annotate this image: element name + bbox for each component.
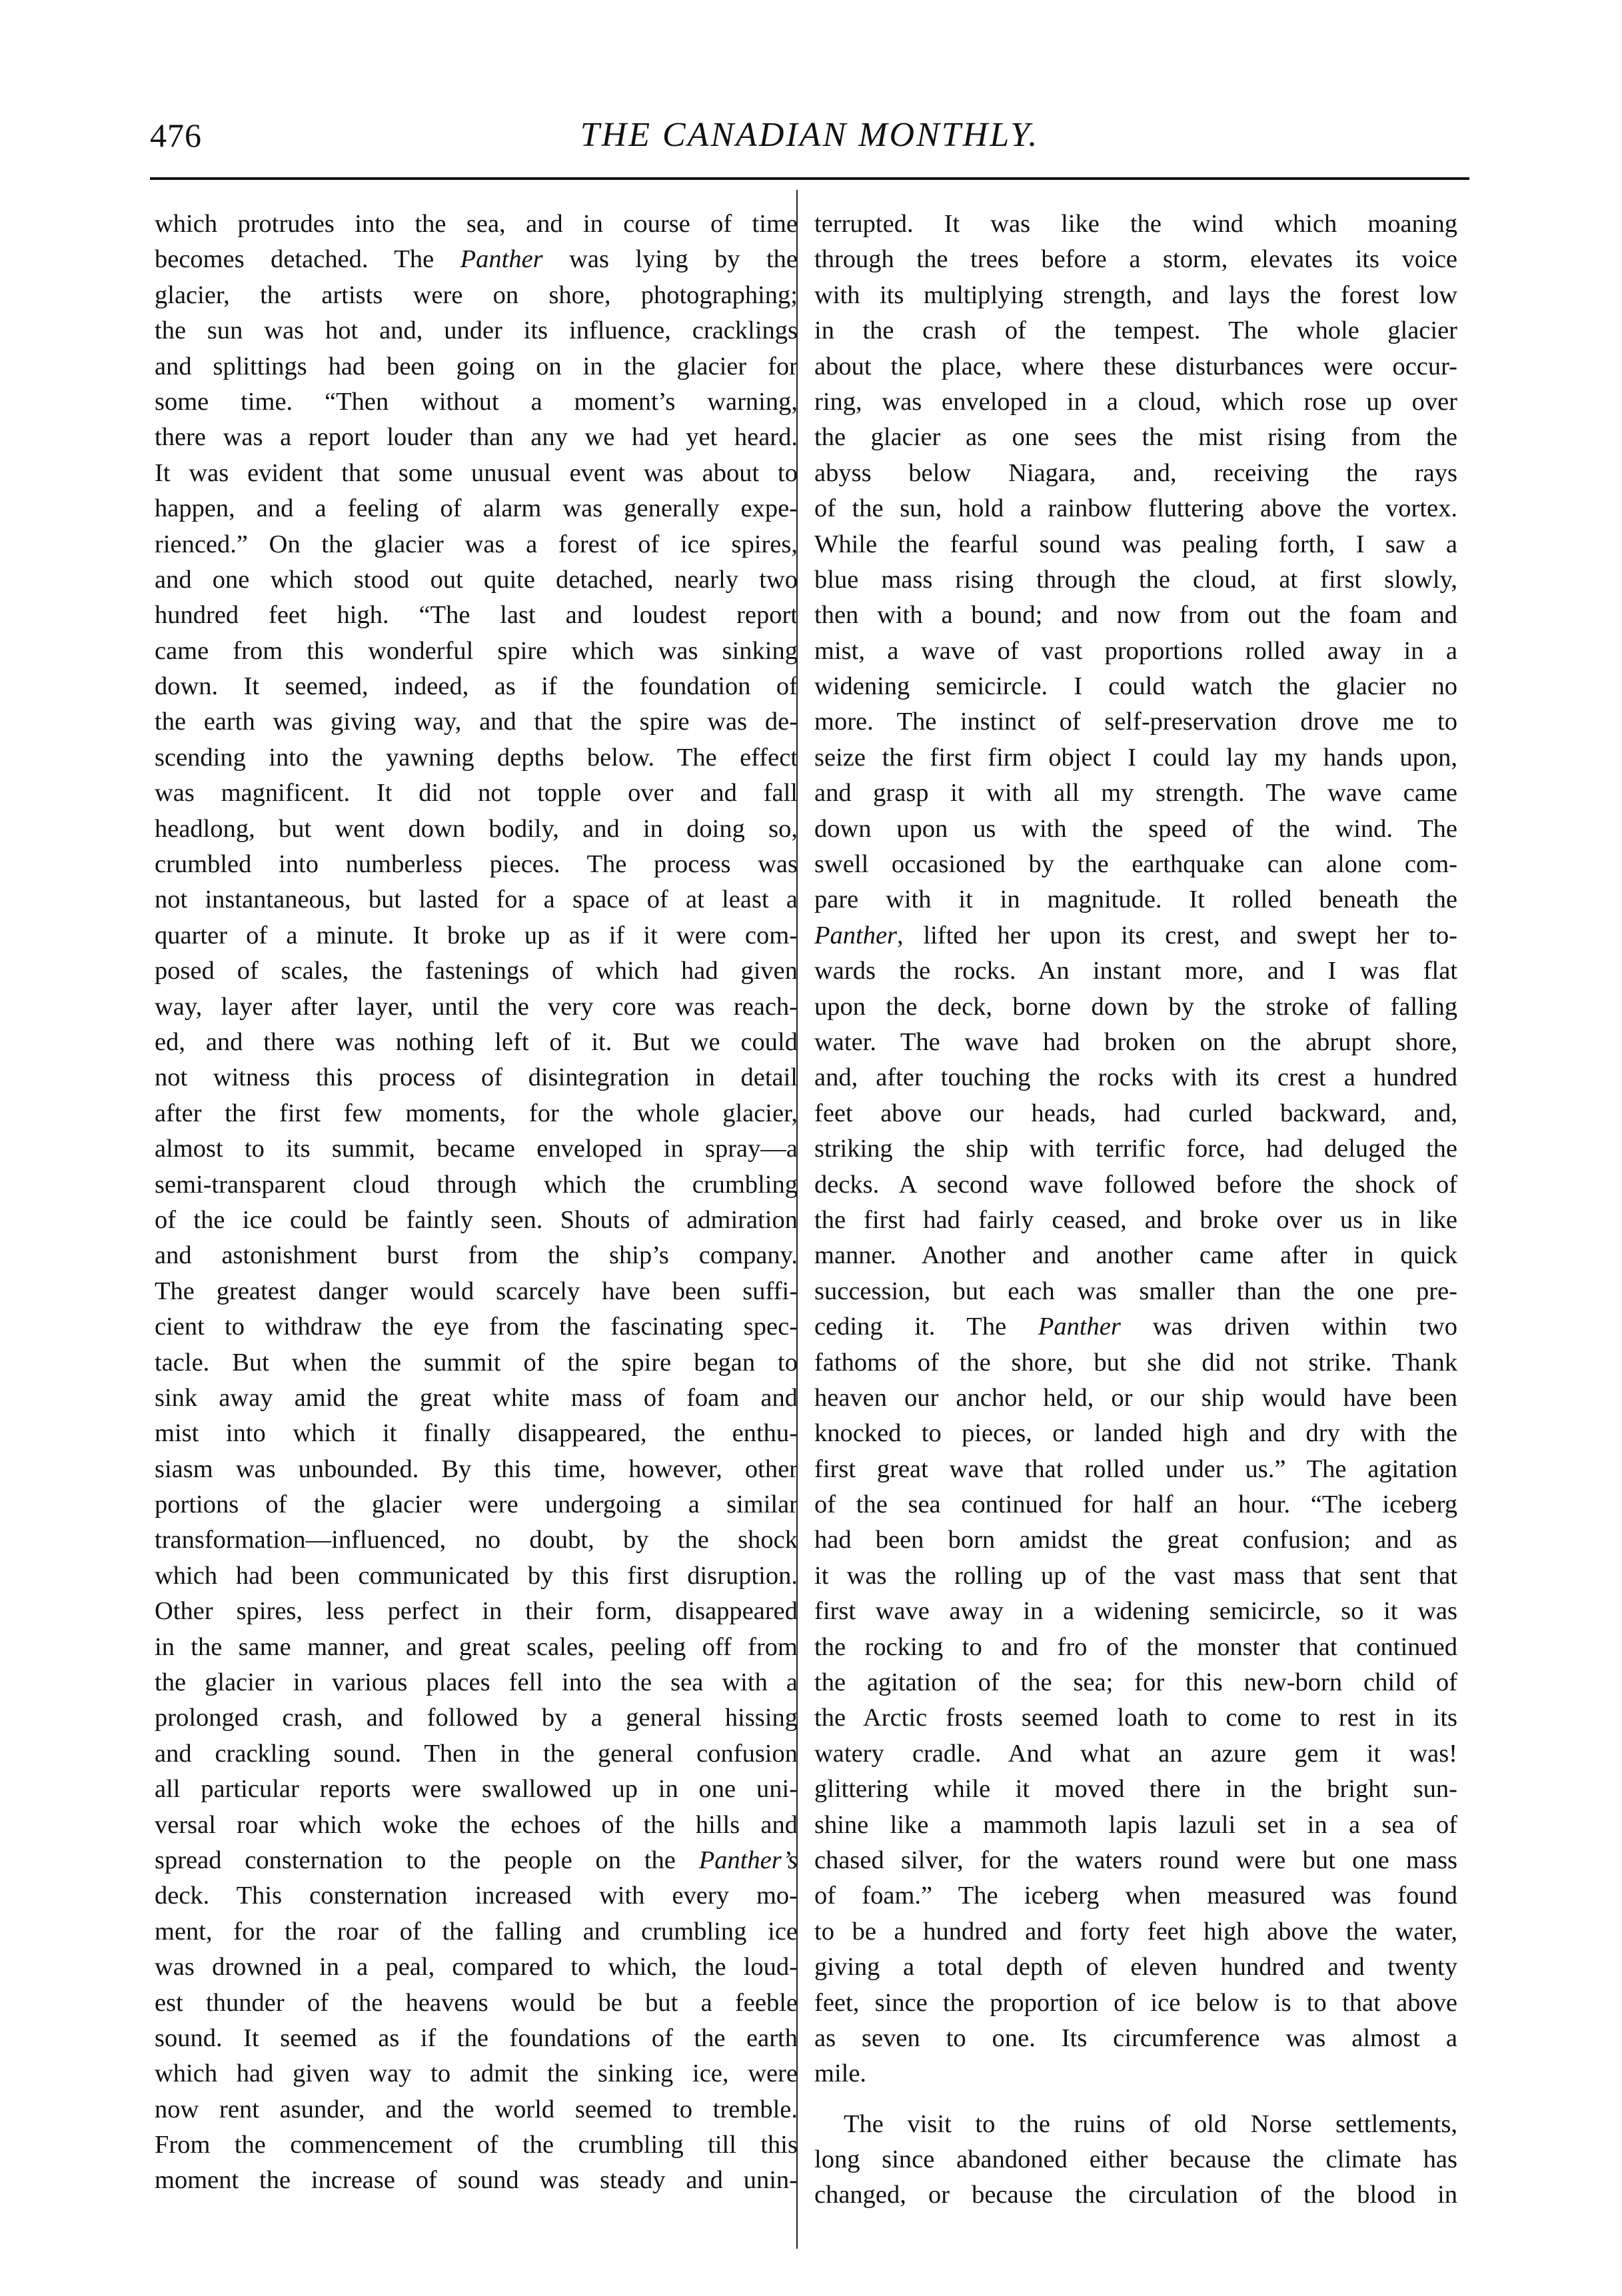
text-line: spread consternation to the people on the Panther’s bbox=[155, 1846, 798, 1874]
text-line: came from this wonderful spire which was sinking bbox=[155, 636, 798, 665]
text-line: manner. Another and another came after in quick bbox=[814, 1241, 1457, 1270]
text-line: the first had fairly ceased, and broke over us in like bbox=[814, 1205, 1457, 1234]
text-line: happen, and a feeling of alarm was generally expe- bbox=[155, 494, 798, 523]
text-line: mist into which it finally disappeared, the enthu- bbox=[155, 1419, 798, 1448]
text-line: ceding it. The Panther was driven within two bbox=[814, 1313, 1457, 1341]
left-column bbox=[155, 207, 798, 2199]
text-line: and crackling sound. Then in the general confusion bbox=[155, 1739, 798, 1768]
text-line: it was the rolling up of the vast mass that sent that bbox=[814, 1561, 1457, 1590]
text-line: deck. This consternation increased with every mo- bbox=[155, 1882, 798, 1910]
text-line: scending into the yawning depths below. The effect bbox=[155, 743, 798, 772]
text-line: rienced.” On the glacier was a forest of ice spires, bbox=[155, 530, 798, 558]
header-rule bbox=[150, 177, 1469, 180]
text-line: of the sun, hold a rainbow fluttering above the vortex. bbox=[814, 494, 1457, 523]
text-line: headlong, but went down bodily, and in doing so, bbox=[155, 814, 798, 843]
text-line: and, after touching the rocks with its crest a hundred bbox=[814, 1063, 1457, 1092]
text-line: the earth was giving way, and that the spire was de- bbox=[155, 708, 798, 736]
text-line: chased silver, for the waters round were but one mass bbox=[814, 1846, 1457, 1874]
text-line: hundred feet high. “The last and loudest report bbox=[155, 601, 798, 630]
text-line: upon the deck, borne down by the stroke of falling bbox=[814, 992, 1457, 1021]
text-line: way, layer after layer, until the very core was reach- bbox=[155, 992, 798, 1021]
text-line: then with a bound; and now from out the foam and bbox=[814, 601, 1457, 630]
text-line: and astonishment burst from the ship’s company. bbox=[155, 1241, 798, 1270]
running-title: THE CANADIAN MONTHLY. bbox=[580, 116, 1040, 154]
text-line: semi-transparent cloud through which the crumbling bbox=[155, 1170, 798, 1199]
text-line: sound. It seemed as if the foundations of the earth bbox=[155, 2023, 798, 2052]
text-line: versal roar which woke the echoes of the hills and bbox=[155, 1810, 798, 1839]
text-line: about the place, where these disturbances were occur- bbox=[814, 352, 1457, 380]
text-line: and grasp it with all my strength. The wave came bbox=[814, 779, 1457, 808]
text-line: the glacier in various places fell into the sea with a bbox=[155, 1668, 798, 1697]
text-line: While the fearful sound was pealing forth, I saw a bbox=[814, 530, 1457, 558]
text-line: the Arctic frosts seemed loath to come to rest in its bbox=[814, 1704, 1457, 1732]
text-line: feet, since the proportion of ice below is to that above bbox=[814, 1988, 1457, 2017]
paragraph-2 bbox=[814, 2107, 1457, 2213]
text-line: mist, a wave of vast proportions rolled away in a bbox=[814, 636, 1457, 665]
text-line: cient to withdraw the eye from the fascinating spec- bbox=[155, 1313, 798, 1341]
text-line: It was evident that some unusual event was about to bbox=[155, 458, 798, 487]
text-line: down upon us with the speed of the wind. The bbox=[814, 814, 1457, 843]
text-line: long since abandoned either because the climate has bbox=[814, 2145, 1457, 2174]
text-line: glacier, the artists were on shore, photographing; bbox=[155, 281, 798, 309]
paragraph-gap bbox=[814, 2092, 1457, 2107]
text-line: succession, but each was smaller than the one pre- bbox=[814, 1277, 1457, 1305]
text-line: ment, for the roar of the falling and crumbling ice bbox=[155, 1917, 798, 1946]
text-line: and one which stood out quite detached, nearly two bbox=[155, 565, 798, 594]
text-line: which protrudes into the sea, and in course of time bbox=[155, 210, 798, 238]
text-line: quarter of a minute. It broke up as if it were com- bbox=[155, 921, 798, 949]
text-line: had been born amidst the great confusion; and as bbox=[814, 1526, 1457, 1554]
text-line: with its multiplying strength, and lays the forest low bbox=[814, 281, 1457, 309]
text-line: sink away amid the great white mass of foam and bbox=[155, 1383, 798, 1412]
text-line: tacle. But when the summit of the spire began to bbox=[155, 1348, 798, 1377]
text-line: The greatest danger would scarcely have been suffi- bbox=[155, 1277, 798, 1305]
text-line: portions of the glacier were undergoing a similar bbox=[155, 1490, 798, 1519]
text-line: watery cradle. And what an azure gem it was! bbox=[814, 1739, 1457, 1768]
text-line: down. It seemed, indeed, as if the foundation of bbox=[155, 672, 798, 701]
text-line: Other spires, less perfect in their form, disappeared bbox=[155, 1597, 798, 1626]
paragraph-1 bbox=[814, 207, 1457, 2092]
text-line: decks. A second wave followed before the shock of bbox=[814, 1170, 1457, 1199]
text-line: prolonged crash, and followed by a general hissing bbox=[155, 1704, 798, 1732]
text-line: was magnificent. It did not topple over and fall bbox=[155, 779, 798, 808]
text-line: first wave away in a widening semicircle, so it was bbox=[814, 1597, 1457, 1626]
text-line: the rocking to and fro of the monster that continued bbox=[814, 1632, 1457, 1661]
text-line: feet above our heads, had curled backward, and, bbox=[814, 1099, 1457, 1127]
text-line: some time. “Then without a moment’s warning, bbox=[155, 387, 798, 416]
text-line: the agitation of the sea; for this new-born child of bbox=[814, 1668, 1457, 1697]
text-line: the sun was hot and, under its influence, cracklings bbox=[155, 316, 798, 345]
text-line: of foam.” The iceberg when measured was found bbox=[814, 1882, 1457, 1910]
text-line: water. The wave had broken on the abrupt shore, bbox=[814, 1027, 1457, 1056]
text-line: posed of scales, the fastenings of which had given bbox=[155, 957, 798, 985]
text-line: est thunder of the heavens would be but a feeble bbox=[155, 1988, 798, 2017]
text-line: not instantaneous, but lasted for a space of at least a bbox=[155, 885, 798, 914]
text-line: ed, and there was nothing left of it. But we could bbox=[155, 1027, 798, 1056]
text-line: of the ice could be faintly seen. Shouts of admiration bbox=[155, 1205, 798, 1234]
text-line: From the commencement of the crumbling till this bbox=[155, 2131, 798, 2159]
text-line: wards the rocks. An instant more, and I was flat bbox=[814, 957, 1457, 985]
page-header bbox=[150, 112, 1469, 165]
text-line: fathoms of the shore, but she did not strike. Thank bbox=[814, 1348, 1457, 1377]
text-line: almost to its summit, became enveloped in spray—a bbox=[155, 1135, 798, 1163]
text-line: there was a report louder than any we had yet heard. bbox=[155, 423, 798, 452]
text-line: was drowned in a peal, compared to which, the loud- bbox=[155, 1953, 798, 1982]
text-line: abyss below Niagara, and, receiving the rays bbox=[814, 458, 1457, 487]
text-line: widening semicircle. I could watch the glacier no bbox=[814, 672, 1457, 701]
text-line: striking the ship with terrific force, had deluged the bbox=[814, 1135, 1457, 1163]
text-line: which had been communicated by this first disruption. bbox=[155, 1561, 798, 1590]
text-line: more. The instinct of self-preservation drove me to bbox=[814, 708, 1457, 736]
text-line: of the sea continued for half an hour. “The iceberg bbox=[814, 1490, 1457, 1519]
text-line: to be a hundred and forty feet high above the water, bbox=[814, 1917, 1457, 1946]
text-line: glittering while it moved there in the bright sun- bbox=[814, 1775, 1457, 1804]
text-line: first great wave that rolled under us.” The agitation bbox=[814, 1454, 1457, 1483]
text-line: after the first few moments, for the whole glacier, bbox=[155, 1099, 798, 1127]
text-line: heaven our anchor held, or our ship would have been bbox=[814, 1383, 1457, 1412]
text-line: mile. bbox=[814, 2059, 867, 2088]
text-line: through the trees before a storm, elevates its voice bbox=[814, 245, 1457, 274]
text-line: becomes detached. The Panther was lying by the bbox=[155, 245, 798, 274]
text-line: the glacier as one sees the mist rising from the bbox=[814, 423, 1457, 452]
text-line: pare with it in magnitude. It rolled beneath the bbox=[814, 885, 1457, 914]
text-line: blue mass rising through the cloud, at first slowly, bbox=[814, 565, 1457, 594]
column-divider bbox=[796, 190, 798, 2249]
text-line: ring, was enveloped in a cloud, which rose up over bbox=[814, 387, 1457, 416]
text-line: changed, or because the circulation of the blood in bbox=[814, 2181, 1457, 2209]
text-line: giving a total depth of eleven hundred and twenty bbox=[814, 1953, 1457, 1982]
text-line: in the same manner, and great scales, peeling off from bbox=[155, 1632, 798, 1661]
text-line: Panther, lifted her upon its crest, and swept her to- bbox=[814, 921, 1457, 949]
text-line: not witness this process of disintegration in detail bbox=[155, 1063, 798, 1092]
text-line: seize the first firm object I could lay my hands upon, bbox=[814, 743, 1457, 772]
page-number: 476 bbox=[150, 117, 202, 154]
text-line: as seven to one. Its circumference was almost a bbox=[814, 2023, 1457, 2052]
text-line: moment the increase of sound was steady and unin- bbox=[155, 2166, 798, 2195]
text-line: shine like a mammoth lapis lazuli set in a sea of bbox=[814, 1810, 1457, 1839]
right-column bbox=[814, 207, 1457, 2213]
text-line: swell occasioned by the earthquake can alone com- bbox=[814, 850, 1457, 879]
text-line: all particular reports were swallowed up in one uni- bbox=[155, 1775, 798, 1804]
text-line: now rent asunder, and the world seemed to tremble. bbox=[155, 2095, 798, 2123]
text-line: terrupted. It was like the wind which moaning bbox=[814, 210, 1457, 238]
text-line: transformation—influenced, no doubt, by the shock bbox=[155, 1526, 798, 1554]
text-line: crumbled into numberless pieces. The process was bbox=[155, 850, 798, 879]
text-line: which had given way to admit the sinking ice, were bbox=[155, 2059, 798, 2088]
text-line: and splittings had been going on in the glacier for bbox=[155, 352, 798, 380]
text-line: knocked to pieces, or landed high and dry with the bbox=[814, 1419, 1457, 1448]
text-line: The visit to the ruins of old Norse settlements, bbox=[844, 2109, 1457, 2138]
text-line: in the crash of the tempest. The whole glacier bbox=[814, 316, 1457, 345]
text-line: siasm was unbounded. By this time, however, other bbox=[155, 1454, 798, 1483]
